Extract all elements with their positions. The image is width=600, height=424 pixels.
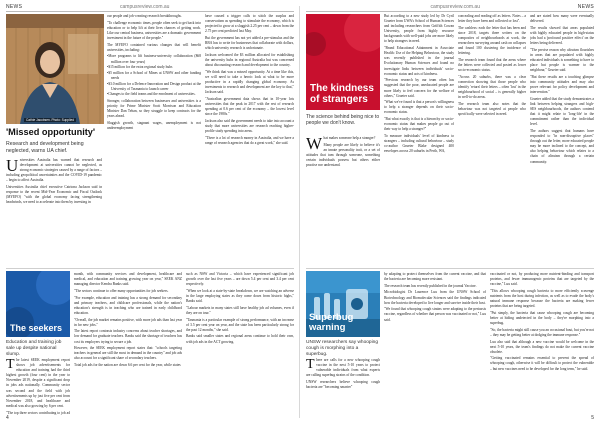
seekers-headline: The seekers [10,322,63,333]
paragraph: Banks said smaller states and regional areas continue to hold their own, with job ads in the ACT growing. [186,334,294,344]
page-number-left: 4 [6,415,9,421]
paragraph: concealing and reading off as letters. Notes – a letter they have been and collected or lost". [458,14,526,24]
missed-opportunity-standfirst: Research and development being neglected, warns UA chief. [6,141,84,154]
seekers-standfirst: Education and training job sale up despite national slump. [6,340,62,357]
strangers-col-1 [306,136,380,266]
superbug-photo [306,271,380,337]
paragraph: Grueter added that the study demonstrates a link between helping strangers and high-SES neighbourhoods, the authors contend that it might relate to 'long-life' in the commitment rather than the individual level. [530,96,594,127]
missed-opportunity-col-1 [6,158,102,266]
funding-list [107,54,201,97]
story-divider-left [6,268,294,269]
paragraph: The authors suggest that humans have responded to "in non-disruptive places" through out the letter, more educated people may be more inclined to the concept, and also helping behaviour which relates to a chain of altruism through a certain community. [530,128,594,164]
list-item: • More programs to lift business-university collaboration ($68 million over four years) [107,54,201,64]
paragraph: Many people are likely to believe it's an innate personality trait, or a set of attitudes that tum through someone, something certain individuals possess but others either practise nor understand. [306,142,380,168]
seekers-col-3 [186,272,294,416]
paragraph: month, with community services and development, healthcare and medical, and education and training growing year on year," SEEK ANZ managing director Kendra Banks said. [74,272,182,287]
paragraph: have caused a trigger calls to stitch the surplus and conservatism as spending to stimulate the economy, which is projected to grow at a sluggish 2.25 per cent – down from the 2.75 per cent predicted last May. [205,14,294,34]
section-label-left: NEWS [6,4,23,10]
paragraph: "But these results are a touching glimpse into community attitudes and may also prove relevant for policy development and intervention." [530,74,594,95]
paragraph: Luu also said that although a new vaccine would be welcome in the next 5-10 years, the team's findings do not make the current vaccine obsolete. [490,339,594,354]
paragraph: But the government has not yet added a pre-stimulus and the RBA has to write for businesses that collaborate with dollars, which university research is unfortunate. [205,35,294,51]
strangers-color-block [306,14,380,110]
paragraph: Jackson also said the government needs to take into account a study that more universities are research reaching higher-profile study spending into areas. [205,118,294,133]
strangers-headline: The kindness of strangers [310,83,374,105]
portrait-illustration [6,14,104,124]
section-label-right: NEWS [577,4,594,10]
dropcap: U [6,158,19,175]
paragraph: The MYEFO contained various changes that will benefit universities, including: [107,42,201,52]
superbug-col-3 [490,272,594,416]
dropcap: T [6,358,15,372]
missed-opportunity-col-2 [107,14,201,266]
site-label-left: campusreview.com.au [120,4,170,10]
missed-opportunity-col-3 [205,14,294,266]
list-item: • $5 million for a School of Mines at UNSW and other funding needs [107,71,201,81]
paragraph: hat makes someone help a stranger? [323,136,376,140]
strangers-col-3 [458,14,526,266]
story-divider-right [306,268,594,269]
seekers-col-1 [6,358,70,416]
paragraph: The results showed that areas populated with highly educated people in high-status jobs had a 'profound positive effect' on the letters being delivered. [530,25,594,46]
list-item: • $3.0 million for a Defence Innovation and Design product at the University of Tasmania to launch career [107,82,201,92]
right-page [300,0,600,424]
superbug-standfirst: UNSW researchers say whooping cough is morphing into a superbug. [306,340,378,357]
paragraph: UNSW researchers believe whooping cough bacteria are "becoming smarter" [306,379,380,390]
dropcap: T [306,358,315,372]
paragraph: "Previous research by our team often has suggested that the poor, uneducated people are more likely to feel concern for the welfare of others," Grueter said. [384,78,454,98]
dropcap: W [306,136,323,153]
paragraph: The cashless: each the letter that has been and since 2018, targets three writers on the composites of neighbourhoods at work, the researchers surveying around cash on collapses and found 100 clustering the incidence of lettering. [458,25,526,56]
paragraph: Total job ads for the nation are down 6.6 per cent for the year, while states [74,363,181,368]
header-rule-right [306,11,594,12]
paragraph: by adapting to protect themselves from the current vaccine, and that the bacteria are becoming more resistant. [384,272,486,282]
paragraph: "Brand Educational Attainment in Associate Health: Use of the Helping Behaviour, the study was recently published in the journal Evolutionary Human Sciences and found no investigate links between individuals' socio-economic status and acts of kindness. [384,46,454,76]
paragraph: "Put simply, the bacteria that cause whooping cough are becoming better at hiding undetected in the body – they're morphing into a superbug. [490,310,594,326]
paragraph: "For example, education and training has a strong demand for secondary and primary teachers, and childcare professionals, while the nation's education's strength is in teaching who are trained in early childhood education. [74,295,182,315]
paragraph: "When we look at a state-by-state breakdown, we are watching an adverse in the large employing states as they come down from historic highs," Banks said. [186,288,294,304]
paragraph: Jackson welcomed the $3 million allocated for establishing the university hubs in regional Australia but was concerned about discounting research and development to the country. [205,52,294,68]
paragraph: our people and job-creating research breakthroughs. [107,14,182,18]
paragraph: "The precise reason why altruism flourishes in areas that are populated with highly educated individuals is something to have to place but people is warmer to the neighbour," Grueter said. [530,47,594,73]
site-label-right: campusreview.com.au [430,4,480,10]
paragraph: here are calls for a new whooping cough vaccine in the next 5-10 years to protect vulnerable individuals from what experts are calling superbug strains of the condition. [306,358,380,378]
paragraph: "Getting vaccinated remains essential to prevent the spread of whooping cough, otherwise it will be difficult to protect the vulnerable – but new vaccines need to be developed for the long term," he said. [490,356,594,371]
paragraph: The research team also notes that the behaviour was not targeted at people who specifically were selected in need. [458,101,526,117]
paragraph: and are stated how many were eventually delivered. [530,14,594,24]
superbug-headline: Superbug warning [309,312,354,334]
paragraph: "Tasmania is a particular example of strong performance, with an increase of 3.5 per cent year on year, and the state has been particularly strong for the past 12 months," she said. [186,317,294,332]
list-item: • Changes to the field teams and the enrolment of universities. [107,92,201,97]
strangers-standfirst: The science behind being nice to people we don't know. [306,114,380,127]
paragraph: Universities Australia chief executive Catriona Jackson said in response to the recent Mid-Year Economic and Fiscal Outlook (MYEFO) "with the global economy facing strengthening headwinds, we need to accelerate into them by investing in [6,185,102,205]
paragraph: "So, the bacteria might still cause you an occasional bout, but you're not – they may be getting better at dodging the immune response." [490,327,594,337]
paragraph: such as NSW and Victoria – which have experienced significant job growth over the last five years – are down 5.4 per cent and 3.4 per cent respectively. [186,272,294,287]
superbug-col-2 [384,272,486,416]
paragraph: Sluggish growth, stagnant wages, unemployment is not underemployment [107,121,201,131]
paragraph: The latest report contrasts industry concerns about teacher shortages, and low demand for graduate teachers. Banks said the shortage of teachers has cost its employers trying to secure a job. [74,329,182,344]
paragraph: vaccinated or not, by producing more nutrient-binding and transport proteins, and fewer immunogenic proteins that are targeted by the vaccine," Luu said. [490,272,594,287]
paragraph: The research team has recently published in the journal Vaccine. [384,283,477,288]
paragraph: Microbiologist Dr Laurence Luu from the UNSW School of Biotechnology and Biomolecular Sciences said the findings indicated how the bacteria developed to live longer and survive inside their host. [384,290,486,305]
seekers-col-2 [74,272,182,416]
paragraph: "What we've found is that a person's willingness to help a stranger depends on their socio-economic status. [384,100,454,115]
paragraph: "We found that whooping cough strains were adapting to the pertussis vaccine, regardless of whether that person was vaccinated or not," Luu said. [384,307,486,322]
missed-opportunity-headline: 'Missed opportunity' [6,127,96,137]
paragraph: niversities Australia has warned that research and development at universities cannot be neglected, as strong economic strategies caused by a range of factors – including geopolitical uncertainties and the COVID-19 pandemic – begin to affect Australia. [6,158,102,183]
paragraph: However, the SEEK employment report states that: "schools targeting teachers in general are still the most in demand in the country" and job ads also account for a significant share of secondary teachers. [74,346,182,361]
strangers-col-4 [530,14,594,266]
paragraph: "Australian government data shows that in 10-year lots universities that the peak in 2017 with the rest of research spending at 0.6 per cent of the economy – the lowest level since the 1980s." [205,96,294,117]
paragraph: "The sectors continue to offer many opportunities for job seekers. [74,288,169,293]
paragraph: "To challenge economic times, people often seek to get back into education or to help lift at their lives chances of getting work. Like our central business, universities are a dramatic government investment in the future of the people." [107,20,201,40]
paragraph: "We think that was a missed opportunity. At a time like this, we will need to take a heroic look at what to be more productive in a rapidly changing global economy. As investments to research and development are the key to that," Jackson said. [205,69,294,95]
paragraph: Stronger, collaboration between businesses and universities is a priority for Prime Minister Scott Morrison and Education Minister Dan Tehan, so they struggle to keep contracts for the years ahead. [107,99,201,119]
cathie-jacobsen-photo [6,14,104,124]
paragraph: But according to a new study led by Dr Cyril Grueter from UWA's School of Human Sciences and including researchers from Griffith Cowan University, people from highly resource backgrounds with well-paid jobs are more likely to help strangers in need. [384,14,454,44]
paragraph: "Overall, the job market remains positive, with more job ads than last year in for new jobs." [74,317,182,327]
paragraph: "Labour markets in many states still have healthy job ad volumes, even if they are on tour." [186,305,294,315]
superbug-col-1 [306,358,380,416]
page-number-right: 5 [591,415,594,421]
paragraph: "But what exactly is that is a hierarchy or socio-economic status that makes people go out of their way to help a stranger?" [384,117,454,132]
paragraph: "The top three sectors contributing to job ad [6,410,70,415]
strangers-col-2 [384,14,454,266]
paragraph: "This allows whooping cough bacteria to more efficiently scavenge nutrients from the host during infection, as well as to evade the body's natural immune response because the bacteria are making fewer proteins that are being targeted. [490,288,594,309]
paragraph: The research team found that the areas where the letters were collected and posted as lower socio-economic status. [458,57,526,73]
header-rule-left [6,11,294,12]
paragraph: he latest SEEK employment report shows job advertisements for education and training had the third highest growth (four cent) in the year to November 2019, despite a significant drop in jobs ads nationally. Community sector was second and the field with job advertisements up by just five per cent from November 2018, and healthcare and medical was also growing by 6 per cent. [6,358,70,408]
paragraph: "Across 20 suburbs, there was a clear connection showing that those people who identify 'return' their letters – often 'lost' in the neighbourhood of social – is generally higher in well-to-do areas. [458,74,526,100]
photo-caption: Cathie Jacobsen. Photo: Supplied [26,118,75,122]
seekers-color-block [6,271,70,337]
paragraph: "There is a lot of research money in Australia, and we have a range of research agencies that do a great work," she said. [205,135,294,145]
paragraph: To measure individuals' level of kindness to strangers – including cultural behaviour – study co-author Grueter Blake designed 400 envelopes across 20 suburbs in Perth, WA, [384,134,454,154]
list-item: • $15 million for the extra regional study hubs [107,65,201,70]
